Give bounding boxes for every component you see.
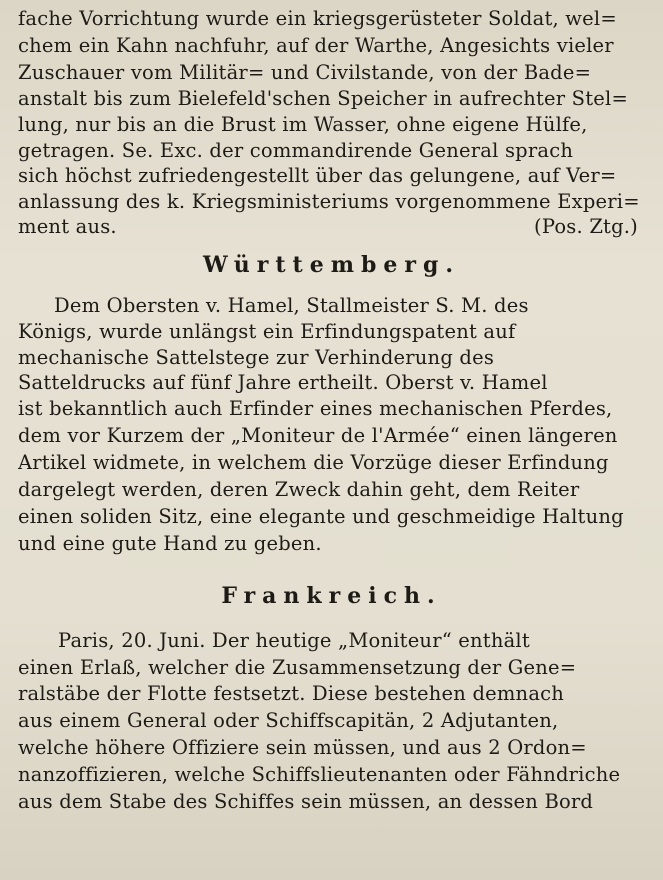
text-line: aus einem General oder Schiffscapitän, 2 Adjutanten, <box>18 709 559 732</box>
text-line: Königs, wurde unlängst ein Erfindungspatent auf <box>18 320 516 343</box>
section-heading-wuerttemberg: Württemberg. <box>202 252 460 278</box>
text-line <box>18 214 648 240</box>
text-line: und eine gute Hand zu geben. <box>18 532 322 555</box>
text-line: aus dem Stabe des Schiffes sein müssen, an dessen Bord <box>18 790 594 813</box>
text-line: ist bekanntlich auch Erfinder eines mechanischen Pferdes, <box>18 397 613 420</box>
text-line: Dem Obersten v. Hamel, Stallmeister S. M. des <box>54 294 529 317</box>
text-line: Paris, 20. Juni. Der heutige „Moniteur“ enthält <box>58 629 530 652</box>
text-fragment: ment aus. <box>18 215 117 238</box>
text-line: einen soliden Sitz, eine elegante und geschmeidige Haltung <box>18 505 624 528</box>
text-line: nanzoffizieren, welche Schiffslieutenanten oder Fähndriche <box>18 763 621 786</box>
text-line: lung, nur bis an die Brust im Wasser, ohne eigene Hülfe, <box>18 113 588 136</box>
text-line: sich höchst zufriedengestellt über das gelungene, auf Ver= <box>18 164 617 187</box>
source-citation: (Pos. Ztg.) <box>534 215 638 238</box>
text-line: getragen. Se. Exc. der commandirende General sprach <box>18 139 574 162</box>
text-line: anlassung des k. Kriegsministeriums vorgenommene Experi= <box>18 190 640 213</box>
text-line: dem vor Kurzem der „Moniteur de l'Armée“ einen längeren <box>18 424 618 447</box>
text-line: dargelegt werden, deren Zweck dahin geht, dem Reiter <box>18 478 580 501</box>
text-line: einen Erlaß, welcher die Zusammensetzung der Gene= <box>18 656 577 679</box>
text-line: ralstäbe der Flotte festsetzt. Diese bestehen demnach <box>18 682 565 705</box>
text-line: fache Vorrichtung wurde ein kriegsgerüsteter Soldat, wel= <box>18 7 617 30</box>
text-line: Satteldrucks auf fünf Jahre ertheilt. Oberst v. Hamel <box>18 371 548 394</box>
text-line: Artikel widmete, in welchem die Vorzüge dieser Erfindung <box>18 451 609 474</box>
text-line: anstalt bis zum Bielefeld'schen Speicher in aufrechter Stel= <box>18 87 628 110</box>
text-line: Zuschauer vom Militär= und Civilstande, von der Bade= <box>18 61 592 84</box>
text-line: welche höhere Offiziere sein müssen, und aus 2 Ordon= <box>18 736 587 759</box>
text-line: mechanische Sattelstege zur Verhinderung des <box>18 346 495 369</box>
text-line: chem ein Kahn nachfuhr, auf der Warthe, Angesichts vieler <box>18 34 614 57</box>
section-heading-frankreich: Frankreich. <box>221 583 442 609</box>
